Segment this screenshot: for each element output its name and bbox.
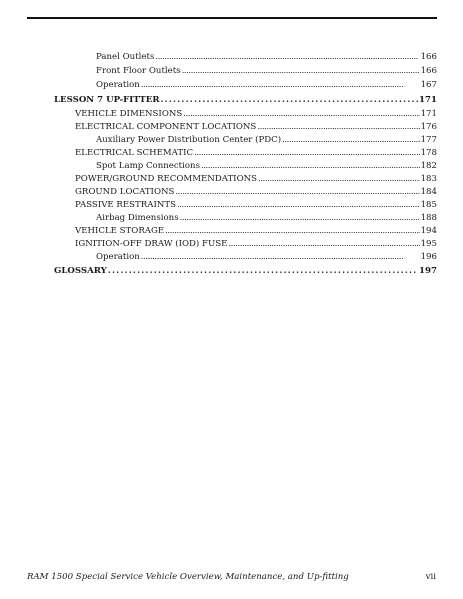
toc-entry[interactable] (96, 79, 437, 92)
toc-entry-page: 178 (420, 148, 437, 158)
footer-page-number: vii (425, 572, 436, 582)
toc-entry[interactable] (75, 121, 437, 134)
toc-entry[interactable] (75, 173, 437, 186)
footer-document-title: RAM 1500 Special Service Vehicle Overview, Maintenance, and Up-fitting (27, 572, 349, 582)
toc-entry-page: 167 (420, 80, 437, 90)
toc-entry-label: PASSIVE RESTRAINTS (75, 200, 177, 210)
toc-entry-page: 171 (419, 95, 437, 105)
toc-entry-page: 166 (420, 52, 437, 62)
toc-entry-page: 182 (420, 161, 437, 171)
dot-leader (258, 173, 420, 185)
toc-entry-label: POWER/GROUND RECOMMENDATIONS (75, 174, 258, 184)
toc-entry-page: 188 (420, 213, 437, 223)
toc-entry-page: 194 (420, 226, 437, 236)
dot-leader (257, 121, 419, 133)
toc-entry-label: VEHICLE STORAGE (75, 226, 165, 236)
toc-entry-label: VEHICLE DIMENSIONS (75, 109, 183, 119)
toc-entry-label: Panel Outlets (96, 52, 155, 62)
toc-entry-page: 196 (420, 252, 437, 262)
page-footer (27, 572, 436, 582)
dot-leader (165, 225, 419, 237)
toc-chapter-entry[interactable] (54, 265, 437, 278)
toc-entry-label: Airbag Dimensions (96, 213, 179, 223)
dot-leader (108, 265, 418, 277)
dot-leader (180, 212, 420, 224)
toc-entry[interactable] (96, 251, 437, 264)
toc-entry-label: Operation (96, 252, 140, 262)
toc-entry[interactable] (75, 186, 437, 199)
dot-leader (141, 79, 420, 91)
toc-entry[interactable] (75, 238, 437, 251)
toc-entry-label: Auxiliary Power Distribution Center (PDC) (96, 135, 282, 145)
dot-leader (183, 108, 419, 120)
toc-entry[interactable] (75, 225, 437, 238)
toc-entry-page: 171 (420, 109, 437, 119)
toc-chapter-entry[interactable] (54, 94, 437, 107)
dot-leader (201, 160, 420, 172)
toc-entry[interactable] (96, 160, 437, 173)
toc-entry-page: 176 (420, 122, 437, 132)
toc-entry-page: 184 (420, 187, 437, 197)
toc-entry-page: 197 (419, 266, 437, 276)
toc-entry-page: 195 (420, 239, 437, 249)
toc-entry[interactable] (96, 51, 437, 64)
dot-leader (182, 65, 420, 77)
toc-entry-label: Spot Lamp Connections (96, 161, 200, 171)
dot-leader (175, 186, 419, 198)
toc-entry-page: 177 (420, 135, 437, 145)
toc-entry-label: Front Floor Outlets (96, 66, 181, 76)
dot-leader (177, 199, 420, 211)
dot-leader (160, 94, 418, 106)
dot-leader (194, 147, 419, 159)
toc-entry[interactable] (75, 108, 437, 121)
toc-entry[interactable] (96, 134, 437, 147)
dot-leader (141, 251, 420, 263)
toc-entry-label: GLOSSARY (54, 266, 107, 276)
toc-entry-label: Operation (96, 80, 140, 90)
toc-entry[interactable] (75, 199, 437, 212)
toc-entry-label: GROUND LOCATIONS (75, 187, 175, 197)
toc-entry[interactable] (96, 65, 437, 78)
header-rule (27, 17, 437, 19)
toc-entry-label: LESSON 7 UP-FITTER (54, 95, 160, 105)
toc-entry-page: 166 (420, 66, 437, 76)
toc-entry-label: ELECTRICAL SCHEMATIC (75, 148, 194, 158)
toc-entry[interactable] (96, 212, 437, 225)
toc-entry-label: IGNITION-OFF DRAW (IOD) FUSE (75, 239, 228, 249)
toc-entry-page: 185 (420, 200, 437, 210)
dot-leader (282, 134, 419, 146)
dot-leader (155, 51, 419, 63)
toc-entry-label: ELECTRICAL COMPONENT LOCATIONS (75, 122, 257, 132)
toc-entry-page: 183 (420, 174, 437, 184)
toc-entry[interactable] (75, 147, 437, 160)
dot-leader (228, 238, 419, 250)
